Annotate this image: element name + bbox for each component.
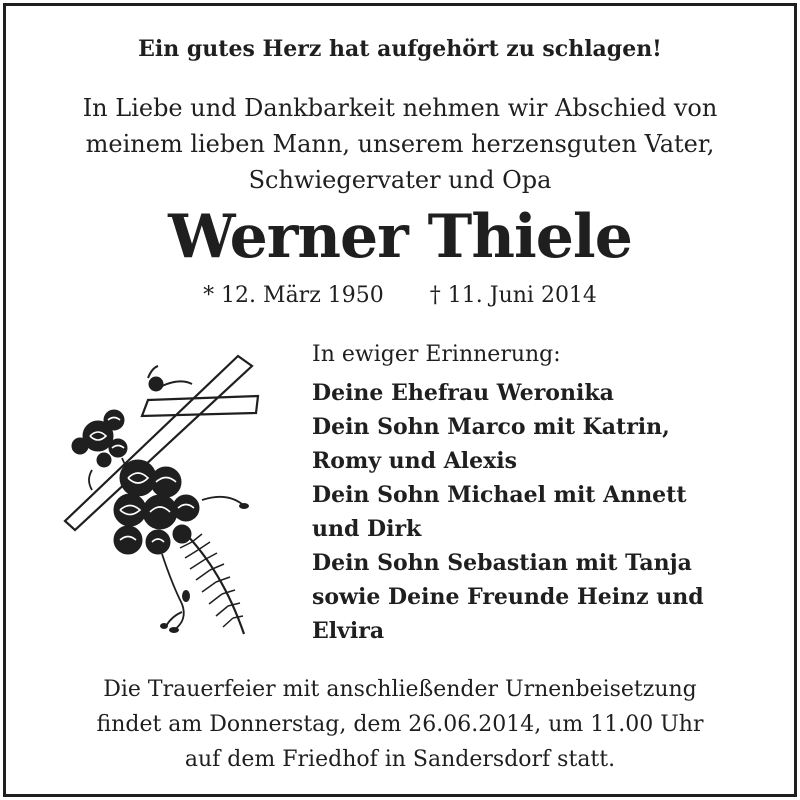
mourner-line: Dein Sohn Sebastian mit Tanja: [312, 550, 692, 576]
mourner-line: sowie Deine Freunde Heinz und: [312, 584, 704, 610]
cross-with-roses-icon: [62, 350, 272, 640]
intro-line: In Liebe und Dankbarkeit nehmen wir Abschied von: [82, 94, 718, 122]
life-dates: [0, 281, 800, 311]
memory-heading: In ewiger Erinnerung:: [312, 342, 561, 367]
mourner-line: Elvira: [312, 618, 385, 644]
funeral-details: [0, 672, 800, 777]
headline: Ein gutes Herz hat aufgehört zu schlagen!: [138, 36, 662, 62]
funeral-line: auf dem Friedhof in Sandersdorf statt.: [184, 747, 616, 772]
birth-date: * 12. März 1950: [203, 283, 384, 308]
mourners-block: [312, 338, 782, 648]
mourner-list: [312, 376, 782, 648]
mourner-line: Romy und Alexis: [312, 448, 517, 474]
death-date: † 11. Juni 2014: [429, 283, 597, 308]
intro-text: [0, 90, 800, 198]
mourner-line: Deine Ehefrau Weronika: [312, 380, 614, 406]
intro-line: meinem lieben Mann, unserem herzensguten Vater,: [85, 130, 715, 158]
mourner-line: und Dirk: [312, 516, 422, 542]
mourner-line: Dein Sohn Michael mit Annett: [312, 482, 687, 508]
funeral-line: Die Trauerfeier mit anschließender Urnenbeisetzung: [103, 677, 697, 702]
funeral-line: findet am Donnerstag, dem 26.06.2014, um 11.00 Uhr: [96, 712, 704, 737]
mourner-line: Dein Sohn Marco mit Katrin,: [312, 414, 670, 440]
intro-line: Schwiegervater und Opa: [248, 166, 552, 194]
deceased-name: Werner Thiele: [168, 202, 632, 272]
